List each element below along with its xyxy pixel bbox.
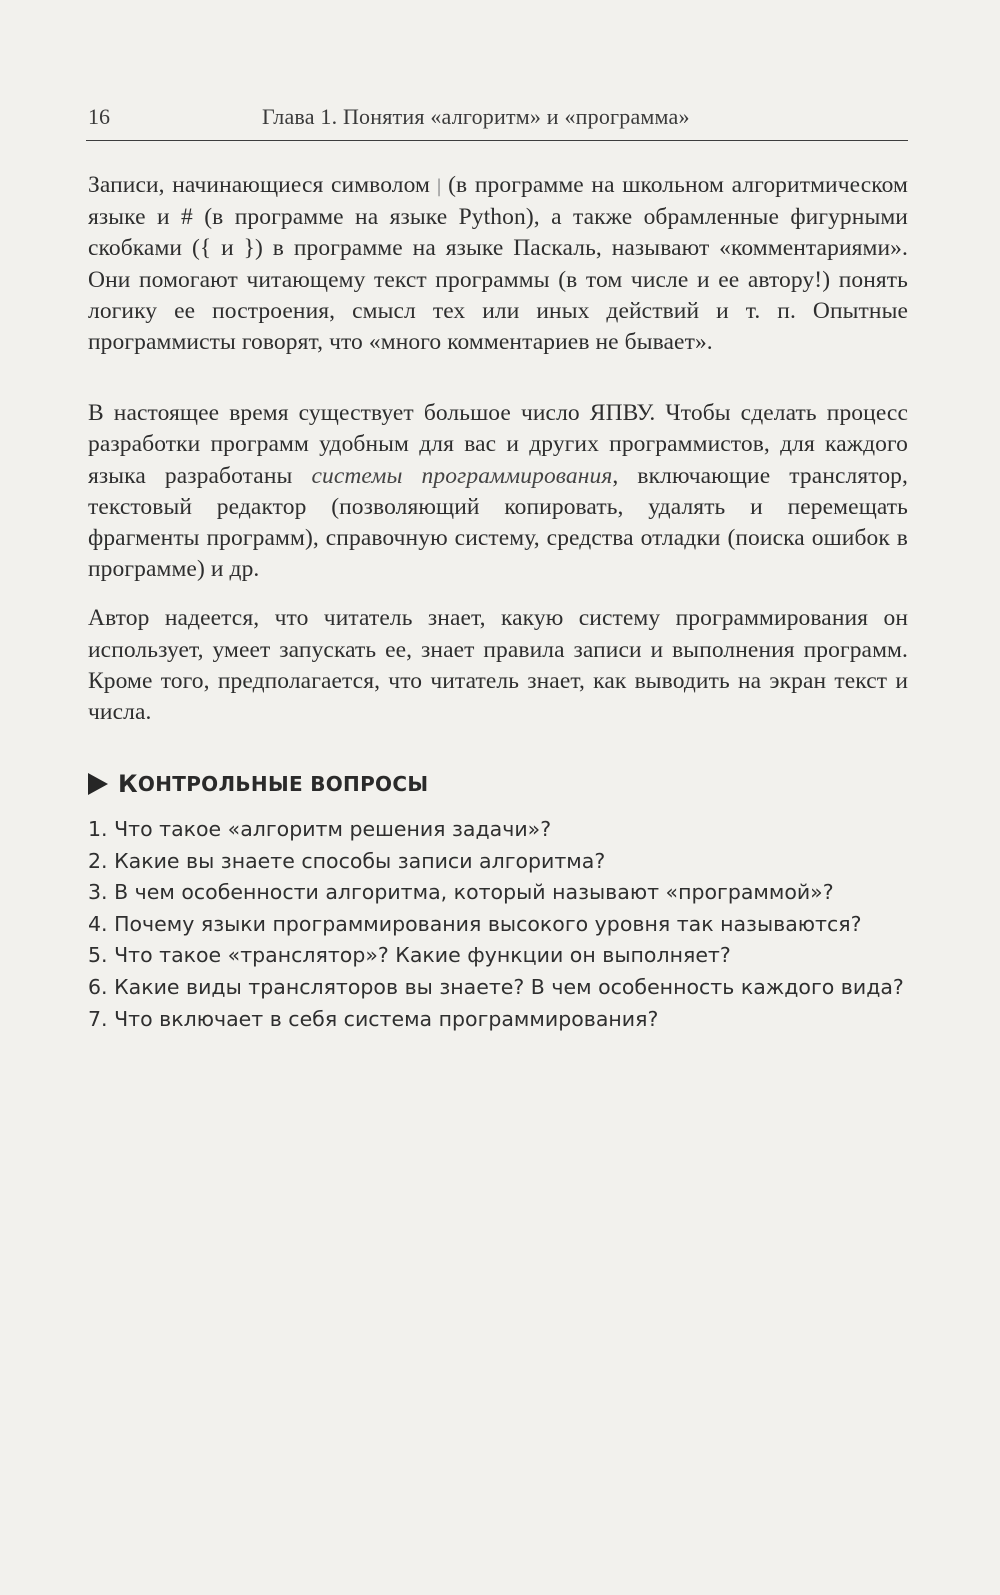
question-item: 3. В чем особенности алгоритма, который называют «программой»? <box>88 880 834 905</box>
term-programming-systems: системы программирования <box>311 462 613 489</box>
page-number: 16 <box>88 104 110 129</box>
chapter-title: Глава 1. Понятия «алгоритм» и «программа» <box>262 104 690 129</box>
questions-list <box>88 814 908 1035</box>
question-item: 6. Какие виды трансляторов вы знаете? В чем особенность каждого вида? <box>88 974 904 999</box>
heading-initial: К <box>118 770 138 798</box>
paragraph-comments-part1: Записи, начинающиеся символом <box>88 172 430 198</box>
heading-rest: ОНТРОЛЬНЫЕ ВОПРОСЫ <box>137 772 429 796</box>
control-questions-section <box>88 770 908 1035</box>
running-head <box>88 104 906 138</box>
paragraph-comments-part2: (в программе на школьном алгоритмическом языке и # (в программе на языке Python), а также обрамленные фигурными скобками ({ и }) в программе на языке Паскаль, называют «комментариями». Они помогают читающему текст программы (в том числе и ее автору!) понять логику ее построения, смысл тех или иных действий и т. п. Опытные программисты говорят, что «много комментариев не бывает». <box>88 172 908 356</box>
triangle-bullet-icon <box>88 773 108 795</box>
question-item: 4. Почему языки программирования высокого уровня так называются? <box>88 911 862 936</box>
question-item: 1. Что такое «алгоритм решения задачи»? <box>88 817 552 841</box>
paragraph-systems-part2: , включающие транслятор, текстовый редактор (позволяющий копировать, удалять и перемещать фрагменты программ), справочную систему, средства отладки (поиска ошибок в программе) и др. <box>88 462 908 583</box>
header-rule <box>86 140 908 141</box>
control-questions-heading <box>88 770 908 798</box>
paragraph-programming-systems <box>88 398 908 585</box>
question-item: 2. Какие вы знаете способы записи алгоритма? <box>88 848 606 873</box>
paragraph-comments <box>88 170 908 358</box>
paragraph-systems-part1: В настоящее время существует большое число ЯПВУ. Чтобы сделать процесс разработки программ удобным для вас и других программистов, для каждого языка разработаны <box>88 400 908 489</box>
question-item: 7. Что включает в себя система программирования? <box>88 1006 659 1031</box>
comment-symbol: | <box>435 176 443 197</box>
paragraph-author-note: Автор надеется, что читатель знает, какую систему программирования он использует, умеет запускать ее, знает правила записи и выполнения программ. Кроме того, предполагается, что читатель знает, как выводить на экран текст и числа. <box>88 605 908 726</box>
body-text <box>88 170 908 728</box>
question-item: 5. Что такое «транслятор»? Какие функции он выполняет? <box>88 943 731 968</box>
